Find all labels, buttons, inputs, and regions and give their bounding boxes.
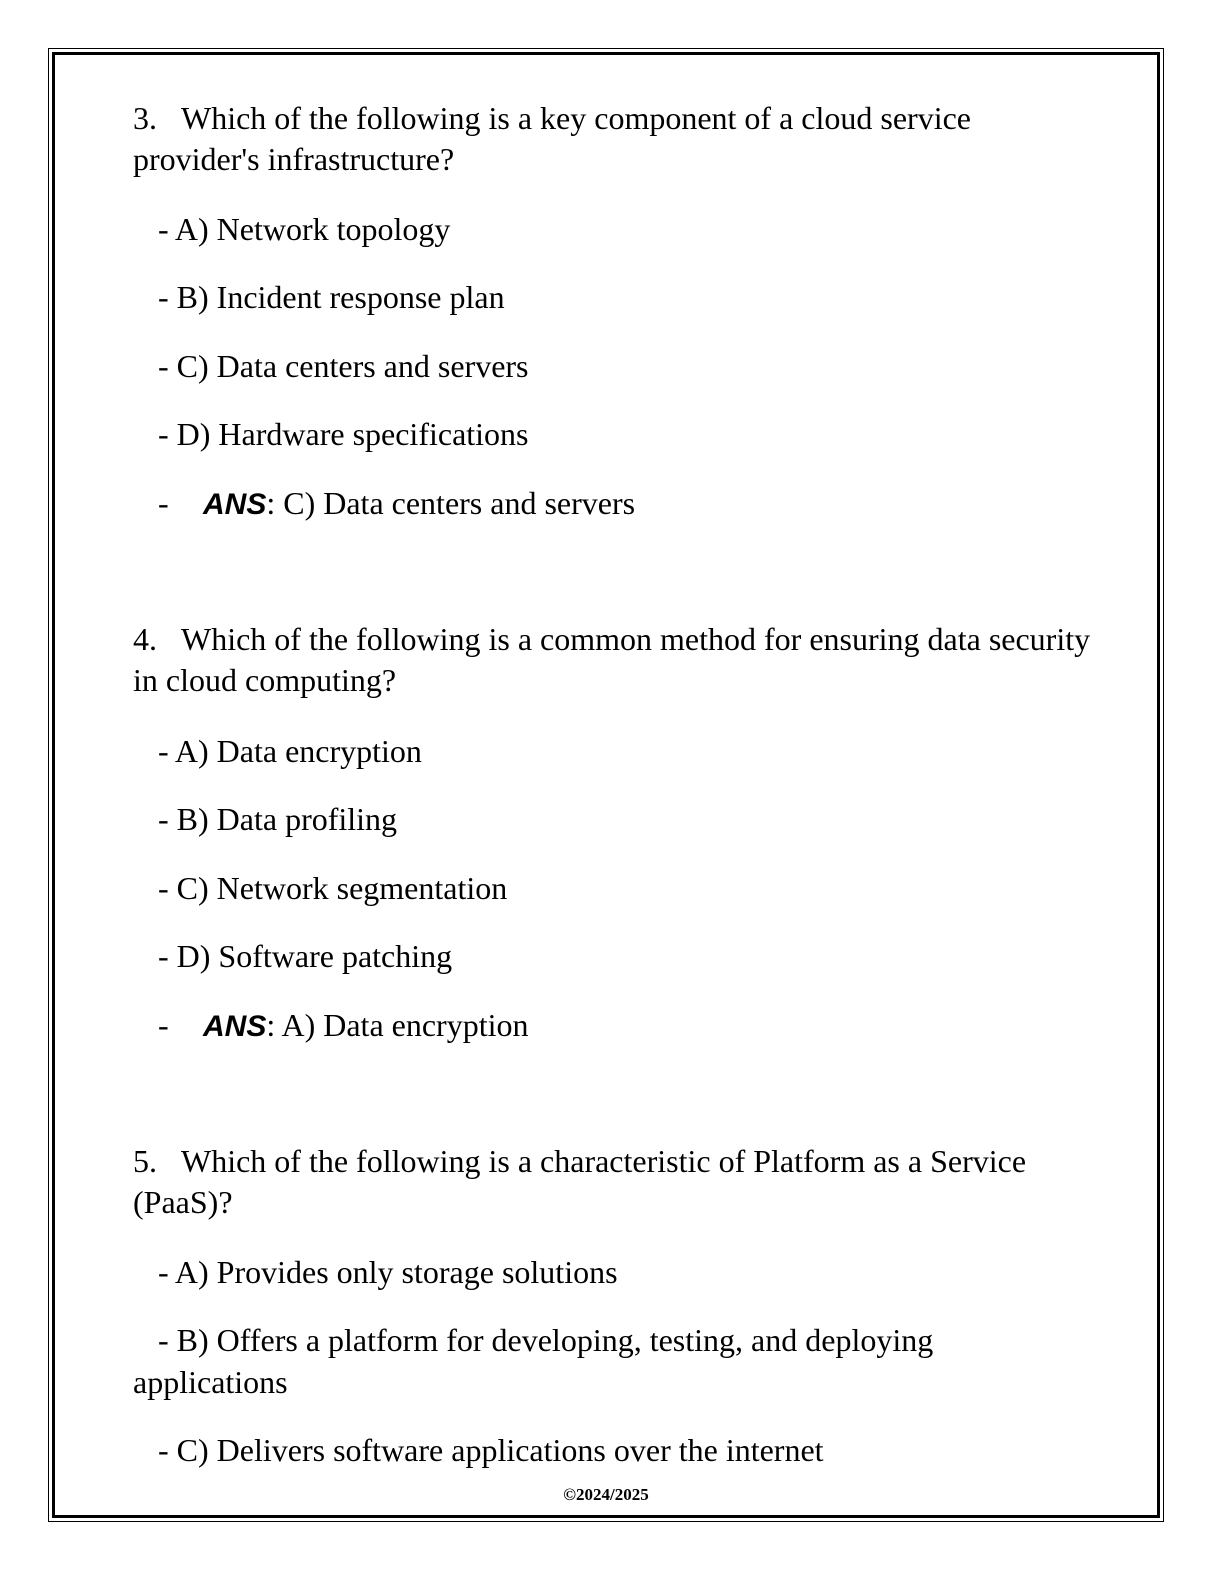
question-3 bbox=[133, 98, 1093, 180]
copyright-footer: ©2024/2025 bbox=[563, 1485, 649, 1504]
answer-text: : C) Data centers and servers bbox=[266, 485, 636, 521]
answer-dash: - bbox=[158, 485, 169, 521]
question-text: Which of the following is a characteristic of Platform as a Service (PaaS)? bbox=[133, 1143, 1027, 1220]
option-b: - B) Offers a platform for developing, testing, and deploying applications bbox=[133, 1322, 934, 1400]
option-d: - D) Hardware specifications bbox=[158, 416, 529, 452]
question-4 bbox=[133, 619, 1093, 701]
option-a: - A) Provides only storage solutions bbox=[158, 1254, 618, 1290]
answer-text: : A) Data encryption bbox=[266, 1007, 529, 1043]
question-number: 3. bbox=[133, 100, 157, 136]
question-number: 4. bbox=[133, 621, 157, 657]
answer-line bbox=[158, 482, 635, 526]
answer-line bbox=[158, 1004, 528, 1048]
page-border-inner bbox=[52, 52, 1160, 1518]
answer-label: ANS bbox=[203, 488, 267, 521]
question-5 bbox=[133, 1141, 1093, 1223]
answer-label: ANS bbox=[203, 1010, 267, 1043]
option-a: - A) Data encryption bbox=[158, 733, 422, 769]
option-c: - C) Data centers and servers bbox=[158, 348, 529, 384]
question-text: Which of the following is a common method for ensuring data security in cloud computing? bbox=[133, 621, 1091, 698]
option-c: - C) Delivers software applications over the internet bbox=[158, 1432, 824, 1468]
question-text: Which of the following is a key component of a cloud service provider's infrastructure? bbox=[133, 100, 971, 177]
option-a: - A) Network topology bbox=[158, 211, 451, 247]
question-number: 5. bbox=[133, 1143, 157, 1179]
option-b: - B) Data profiling bbox=[158, 801, 398, 837]
option-b: - B) Incident response plan bbox=[158, 279, 505, 315]
option-d: - D) Software patching bbox=[158, 938, 453, 974]
answer-dash: - bbox=[158, 1007, 169, 1043]
option-c: - C) Network segmentation bbox=[158, 870, 508, 906]
